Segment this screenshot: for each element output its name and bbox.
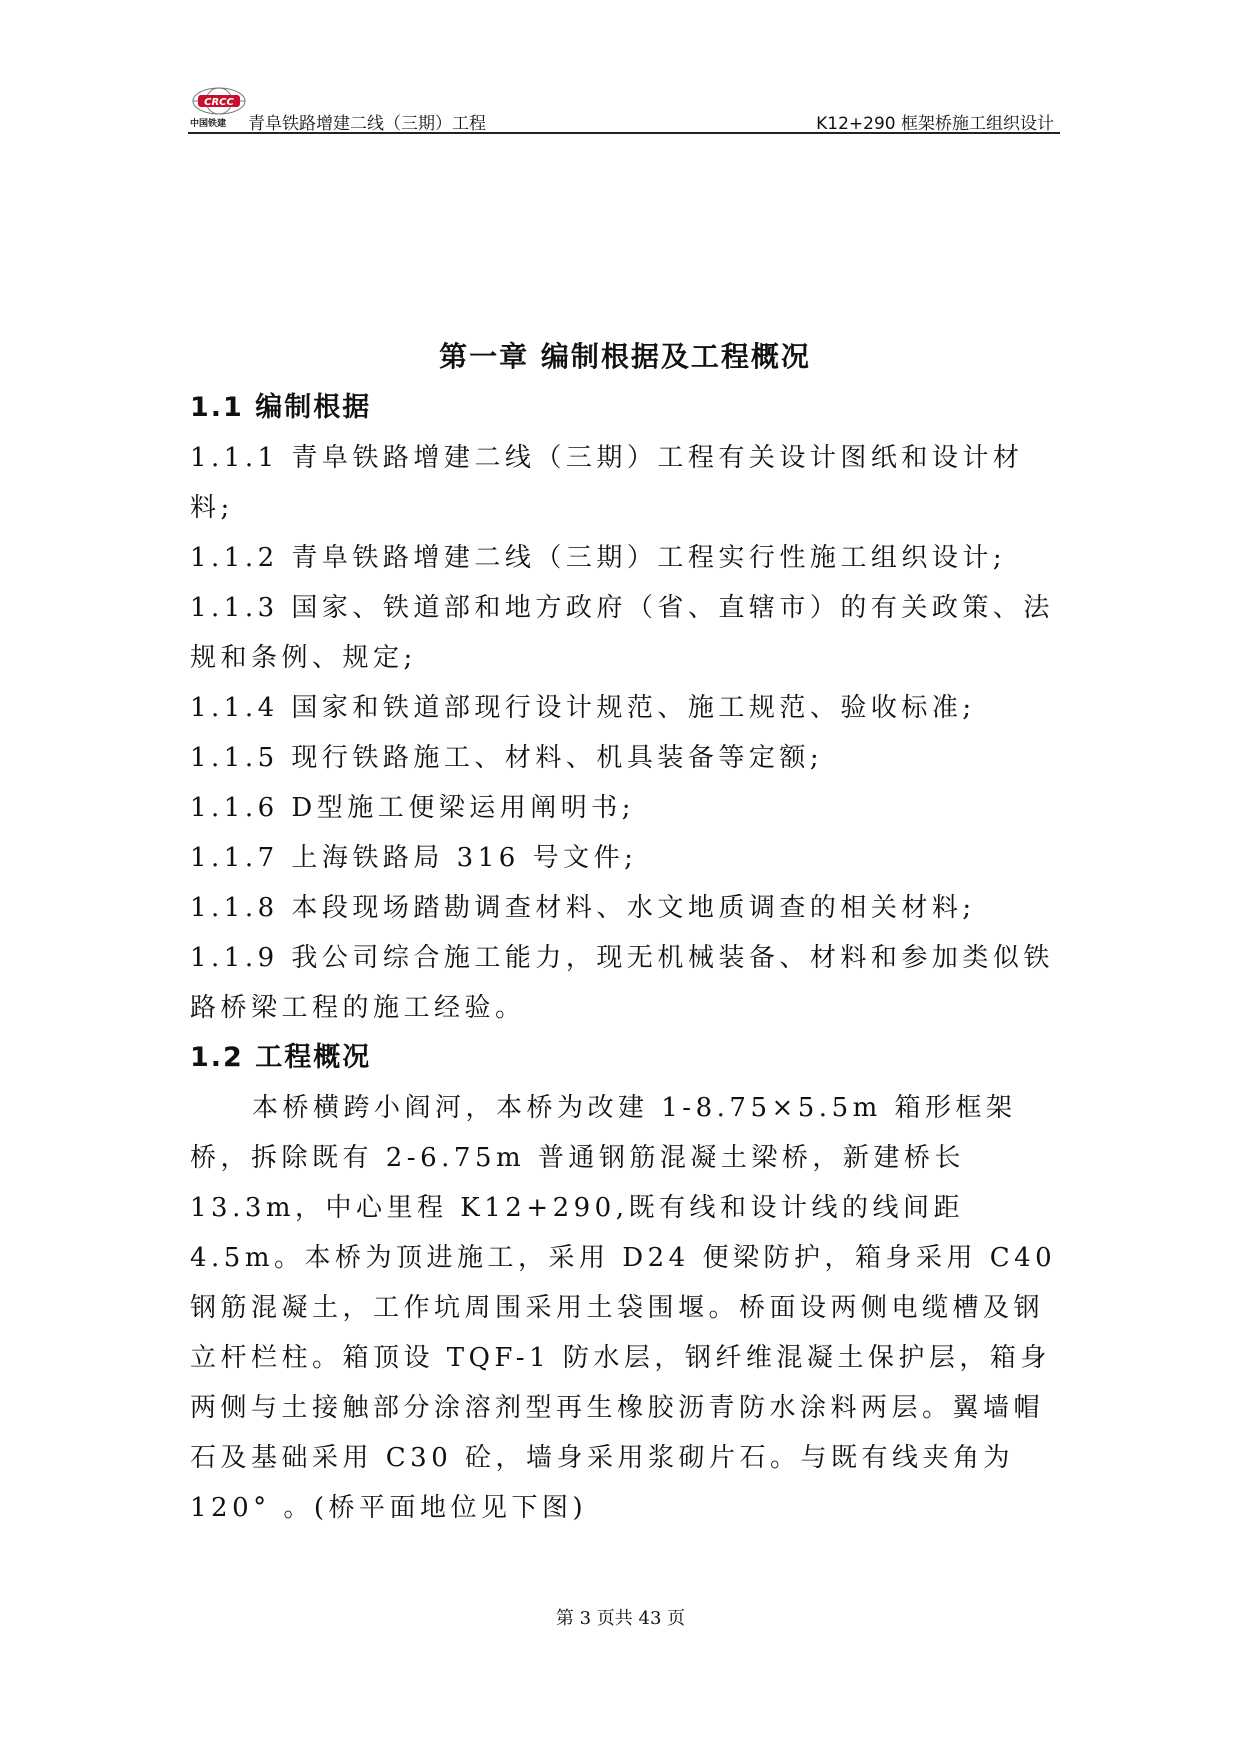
page-footer: [0, 1604, 1241, 1630]
page-body: [190, 335, 1060, 1533]
list-item-1-1-8: 1.1.8 本段现场踏勘调查材料、水文地质调查的相关材料;: [190, 893, 976, 923]
page-number: 第 3 页共 43 页: [555, 1608, 686, 1629]
page-header: [188, 84, 1060, 134]
header-document-name: K12+290 框架桥施工组织设计: [816, 114, 1054, 134]
svg-text:中国铁建: 中国铁建: [190, 119, 227, 129]
list-item-1-1-9: 1.1.9 我公司综合施工能力，现无机械装备、材料和参加类似铁路桥梁工程的施工经验。: [190, 943, 1054, 1023]
section-heading-1-2: 1.2 工程概况: [190, 1042, 372, 1073]
project-overview-paragraph: 本桥横跨小阎河，本桥为改建 1-8.75×5.5m 箱形框架桥，拆除既有 2-6.75m 普通钢筋混凝土梁桥，新建桥长 13.3m，中心里程 K12+290,既有线和设计线的线间距 4.5m。本桥为顶进施工，采用 D24 便梁防护，箱身采用 C40 钢筋混凝土，工作坑周围采用土袋围堰。桥面设两侧电缆槽及钢立杆栏柱。箱顶设 TQF-1 防水层，钢纤维混凝土保护层，箱身两侧与土接触部分涂溶剂型再生橡胶沥青防水涂料两层。翼墙帽石及基础采用 C30 砼，墙身采用浆砌片石。与既有线夹角为 120° 。(桥平面地位见下图): [190, 1093, 1057, 1523]
chapter-title: 第一章 编制根据及工程概况: [439, 340, 811, 373]
header-project-name: 青阜铁路增建二线（三期）工程: [248, 114, 486, 134]
list-item-1-1-7: 1.1.7 上海铁路局 316 号文件;: [190, 843, 638, 873]
crcc-logo-icon: [188, 84, 250, 130]
section-heading-1-1: 1.1 编制根据: [190, 392, 372, 423]
list-item-1-1-6: 1.1.6 D型施工便梁运用阐明书;: [190, 793, 636, 823]
list-item-1-1-2: 1.1.2 青阜铁路增建二线（三期）工程实行性施工组织设计;: [190, 543, 1007, 573]
svg-text:CRCC: CRCC: [204, 97, 234, 108]
list-item-1-1-4: 1.1.4 国家和铁道部现行设计规范、施工规范、验收标准;: [190, 693, 976, 723]
list-item-1-1-3: 1.1.3 国家、铁道部和地方政府（省、直辖市）的有关政策、法规和条例、规定;: [190, 593, 1054, 673]
list-item-1-1-5: 1.1.5 现行铁路施工、材料、机具装备等定额;: [190, 743, 824, 773]
list-item-1-1-1: 1.1.1 青阜铁路增建二线（三期）工程有关设计图纸和设计材料;: [190, 443, 1024, 523]
